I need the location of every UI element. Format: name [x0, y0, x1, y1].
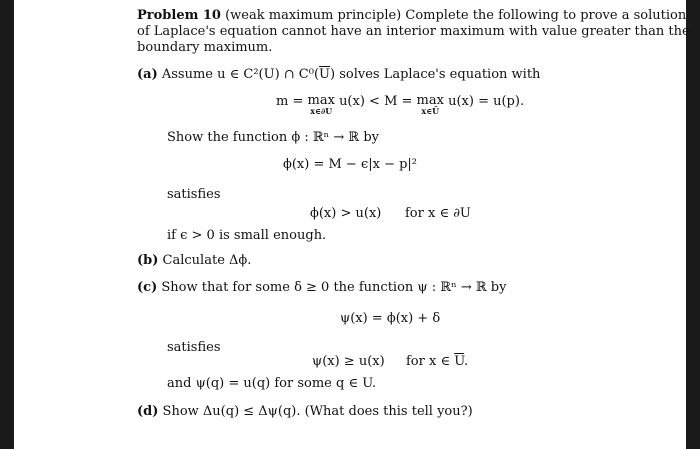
equation-max-min: m = max x∈∂U u(x) < M = max x∈Ū u(x) = u(p). — [276, 93, 525, 116]
problem-heading: Problem 10 — [137, 8, 221, 23]
max-operator-closure: max x∈Ū — [416, 93, 444, 116]
part-b-label: (b) — [137, 253, 159, 268]
problem-line-3: boundary maximum. — [137, 40, 273, 55]
part-d-statement: (d) Show Δu(q) ≤ Δψ(q). (What does this tell you?) — [137, 404, 473, 419]
problem-intro: (weak maximum principle) Complete the following to prove a solution — [225, 8, 687, 23]
satisfies-label-a: satisfies — [167, 187, 221, 202]
equation-phi: ϕ(x) = M − ϵ|x − p|² — [282, 157, 418, 172]
epsilon-condition: if ϵ > 0 is small enough. — [167, 228, 327, 243]
satisfies-label-c: satisfies — [167, 340, 221, 355]
max-operator-boundary: max x∈∂U — [307, 93, 335, 116]
show-function-phi: Show the function ϕ : ℝⁿ → ℝ by — [167, 130, 380, 145]
equation-psi: ψ(x) = ϕ(x) + δ — [340, 311, 441, 326]
inequality-psi-u: ψ(x) ≥ u(x) — [312, 354, 385, 369]
part-c-statement: (c) Show that for some δ ≥ 0 the function ψ : ℝⁿ → ℝ by — [137, 280, 507, 295]
problem-line-2: of Laplace's equation cannot have an interior maximum with value greater than the — [137, 24, 690, 39]
condition-closure: for x ∈ $\overline{U}$. — [406, 354, 469, 369]
part-d-label: (d) — [137, 404, 159, 419]
part-a-label: (a) — [137, 67, 158, 82]
part-b-statement: (b) Calculate Δϕ. — [137, 253, 252, 268]
page — [14, 0, 690, 449]
part-c-label: (c) — [137, 280, 158, 295]
psi-equals-u-at-q: and ψ(q) = u(q) for some q ∈ U. — [167, 376, 377, 391]
problem-line-1 — [137, 8, 686, 24]
part-a-statement: (a) Assume u ∈ C²(U) ∩ $C^0(\overline{U})$ solves Laplace's equation with — [137, 67, 541, 82]
condition-boundary: for x ∈ ∂U — [405, 206, 471, 221]
inequality-phi-u: ϕ(x) > u(x) — [310, 206, 382, 221]
